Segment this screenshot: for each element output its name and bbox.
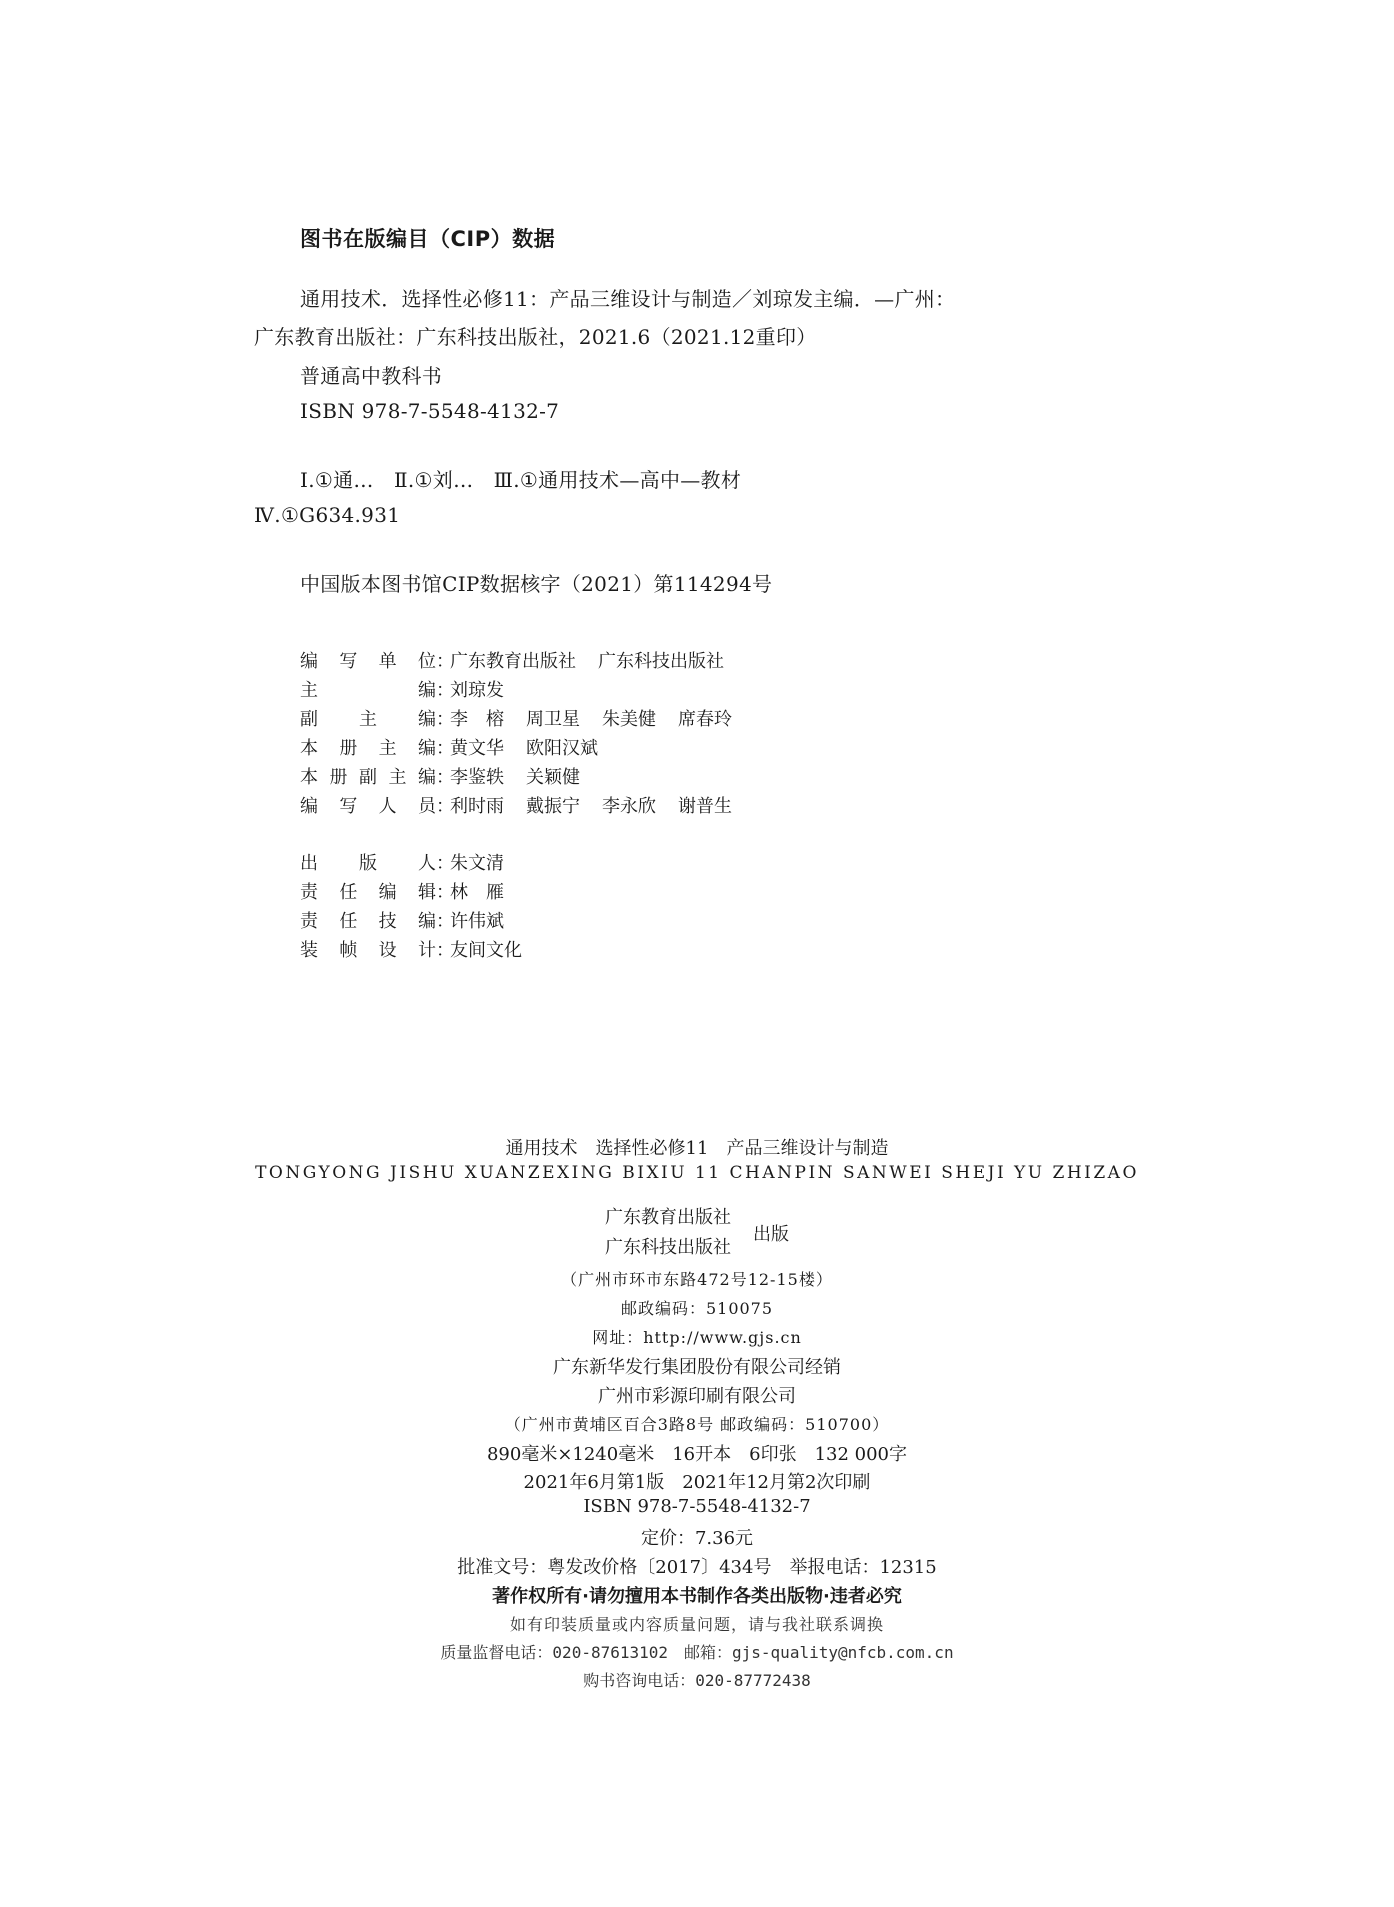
cip-subject-line1: Ⅰ.①通… Ⅱ.①刘… Ⅲ.①通用技术—高中—教材 (300, 468, 742, 492)
staff-label: 主 编 (300, 680, 436, 701)
cip-heading: 图书在版编目（CIP）数据 (300, 227, 556, 251)
staff-label: 本 册 主 编 (300, 738, 436, 759)
cip-series: 普通高中教科书 (300, 364, 443, 388)
staff-label: 出 版 人 (300, 853, 436, 874)
purchase-phone: 购书咨询电话：020-87772438 (583, 1671, 811, 1690)
staff-names: 李鉴轶 关颖健 (450, 767, 580, 788)
staff-label: 责 任 技 编 (300, 911, 436, 932)
staff-row: 编 写 单 位 ： 广东教育出版社 广东科技出版社 (300, 646, 746, 674)
cip-isbn: ISBN 978-7-5548-4132-7 (300, 399, 560, 423)
staff-names: 黄文华 欧阳汉斌 (450, 738, 598, 759)
staff-names: 利时雨 戴振宁 李永欣 谢普生 (450, 796, 732, 817)
colophon-title-en: TONGYONG JISHU XUANZEXING BIXIU 11 CHANPIN SANWEI SHEJI YU ZHIZAO (255, 1163, 1139, 1183)
quality-notice: 如有印装质量或内容质量问题，请与我社联系调换 (509, 1615, 884, 1634)
publisher-address: （广州市环市东路472号12-15楼） (561, 1270, 833, 1289)
staff-label: 编 写 人 员 (300, 796, 436, 817)
colophon-publishers (605, 1203, 789, 1263)
book-specs: 890毫米×1240毫米 16开本 6印张 132 000字 (486, 1444, 908, 1465)
price: 定价：7.36元 (640, 1528, 754, 1549)
cip-subject-line2: Ⅳ.①G634.931 (254, 503, 401, 527)
approval-number: 批准文号：粤发改价格〔2017〕434号 举报电话：12315 (457, 1557, 937, 1578)
staff-row: 装 帧 设 计 ： 友间文化 (300, 935, 544, 963)
staff-names: 刘琼发 (450, 680, 504, 701)
staff-label: 副 主 编 (300, 709, 436, 730)
cip-entry-line1: 通用技术．选择性必修11：产品三维设计与制造／刘琼发主编．—广州： (300, 287, 956, 311)
publisher-name: 广东教育出版社 (605, 1207, 731, 1228)
staff-row: 责 任 编 辑 ： 林 雁 (300, 877, 526, 905)
printer-address: （广州市黄埔区百合3路8号 邮政编码：510700） (504, 1415, 890, 1434)
staff-names: 朱文清 (450, 853, 504, 874)
staff-row: 出 版 人 ： 朱文清 (300, 848, 526, 876)
distributor: 广东新华发行集团股份有限公司经销 (553, 1357, 841, 1378)
staff-row: 副 主 编 ： 李 榕 周卫星 朱美健 席春玲 (300, 704, 754, 732)
staff-row: 本 册 主 编 ： 黄文华 欧阳汉斌 (300, 733, 620, 761)
publish-suffix: 出版 (753, 1224, 789, 1245)
publisher-website: 网址：http://www.gjs.cn (592, 1328, 802, 1347)
staff-names: 许伟斌 (450, 911, 504, 932)
staff-names: 李 榕 周卫星 朱美健 席春玲 (450, 709, 732, 730)
staff-label: 编 写 单 位 (300, 651, 436, 672)
staff-label: 装 帧 设 计 (300, 940, 436, 961)
staff-row: 主 编 ： 刘琼发 (300, 675, 526, 703)
staff-names: 友间文化 (450, 940, 522, 961)
staff-row: 责 任 技 编 ： 许伟斌 (300, 906, 526, 934)
colophon-isbn: ISBN 978-7-5548-4132-7 (583, 1496, 811, 1517)
staff-names: 林 雁 (450, 882, 504, 903)
staff-row: 编 写 人 员 ： 利时雨 戴振宁 李永欣 谢普生 (300, 791, 754, 819)
staff-label: 本 册 副 主 编 (300, 767, 436, 788)
copyright-notice: 著作权所有·请勿擅用本书制作各类出版物·违者必究 (492, 1586, 902, 1607)
printer: 广州市彩源印刷有限公司 (598, 1386, 796, 1407)
cip-entry-line2: 广东教育出版社：广东科技出版社，2021.6（2021.12重印） (254, 325, 817, 349)
edition-info: 2021年6月第1版 2021年12月第2次印刷 (523, 1472, 871, 1493)
publisher-postcode: 邮政编码：510075 (620, 1299, 774, 1318)
publisher-name: 广东科技出版社 (605, 1237, 731, 1258)
staff-names: 广东教育出版社 广东科技出版社 (450, 651, 724, 672)
cip-number: 中国版本图书馆CIP数据核字（2021）第114294号 (300, 572, 773, 596)
staff-row: 本 册 副 主 编 ： 李鉴轶 关颖健 (300, 762, 602, 790)
quality-phone: 质量监督电话：020-87613102 邮箱：gjs-quality@nfcb.com.cn (440, 1643, 954, 1662)
colophon-title-cn: 通用技术 选择性必修11 产品三维设计与制造 (505, 1138, 889, 1159)
staff-label: 责 任 编 辑 (300, 882, 436, 903)
